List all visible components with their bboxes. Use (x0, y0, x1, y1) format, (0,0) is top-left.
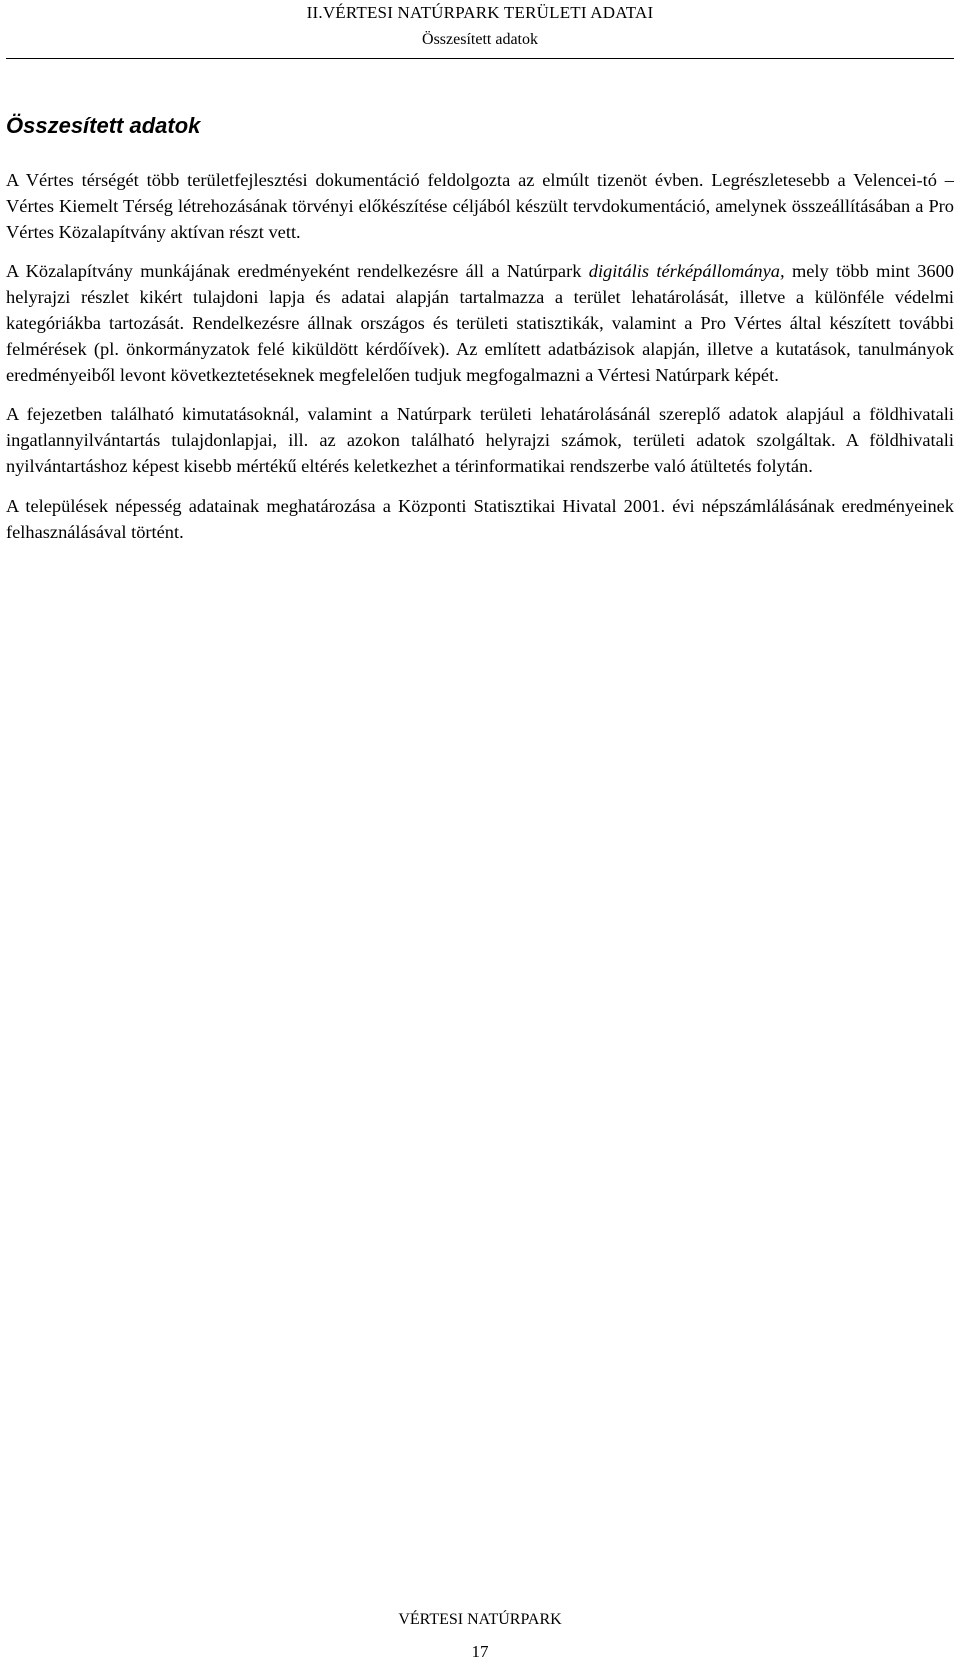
footer-title: VÉRTESI NATÚRPARK (398, 1611, 562, 1628)
paragraph-foundation (6, 259, 954, 388)
paragraph-foundation-end: mely több mint 3600 helyrajzi részlet kikért tulajdoni lapja és adatai alapján tartalmazza a terület lehatárolását, illetve a különféle védelmi kategóriákba tartozását. Rendelkezésre állnak országos és területi statisztikák, valamint a Pro Vértes által készített további felmérések (pl. önkormányzatok felé kiküldött kérdőívek). Az említett adatbázisok alapján, illetve a kutatások, tanulmányok eredményeiből levont következtetéseknek megfelelően tudjuk megfogalmazni a Vértesi Natúrpark képét. (6, 261, 954, 385)
paragraph-foundation-start: A Közalapítvány munkájának eredményeként rendelkezésre áll a Natúrpark (6, 261, 589, 282)
paragraph-land-registry: A fejezetben található kimutatásoknál, valamint a Natúrpark területi lehatárolásánál szereplő adatok alapjául a földhivatali ingatlannyilvántartás tulajdonlapjai, ill. az azokon található helyrajzi számok, területi adatok szolgáltak. A földhivatali nyilvántartáshoz képest kisebb mértékű eltérés keletkezhet a térinformatikai rendszerbe való átültetés folytán. (6, 404, 954, 476)
digital-map-emphasis: digitális térképállománya, (588, 261, 785, 282)
chapter-title: II.VÉRTESI NATÚRPARK TERÜLETI ADATAI (306, 3, 654, 22)
paragraph-intro: A Vértes térségét több területfejlesztési dokumentáció feldolgozta az elmúlt tizenöt évben. Legrészletesebb a Velencei-tó – Vértes Kiemelt Térség létrehozásának törvényi előkészítése céljából készült tervdokumentáció, amelynek összeállításában a Pro Vértes Közalapítvány aktívan részt vett. (6, 170, 954, 242)
header-divider (6, 58, 954, 59)
running-header (0, 0, 960, 53)
body-text (6, 168, 954, 559)
page-number: 17 (471, 1642, 489, 1661)
section-subtitle: Összesített adatok (422, 31, 538, 48)
section-heading: Összesített adatok (6, 113, 201, 138)
paragraph-census: A települések népesség adatainak meghatározása a Központi Statisztikai Hivatal 2001. évi népszámlálásának eredményeinek felhasználásával történt. (6, 495, 954, 542)
